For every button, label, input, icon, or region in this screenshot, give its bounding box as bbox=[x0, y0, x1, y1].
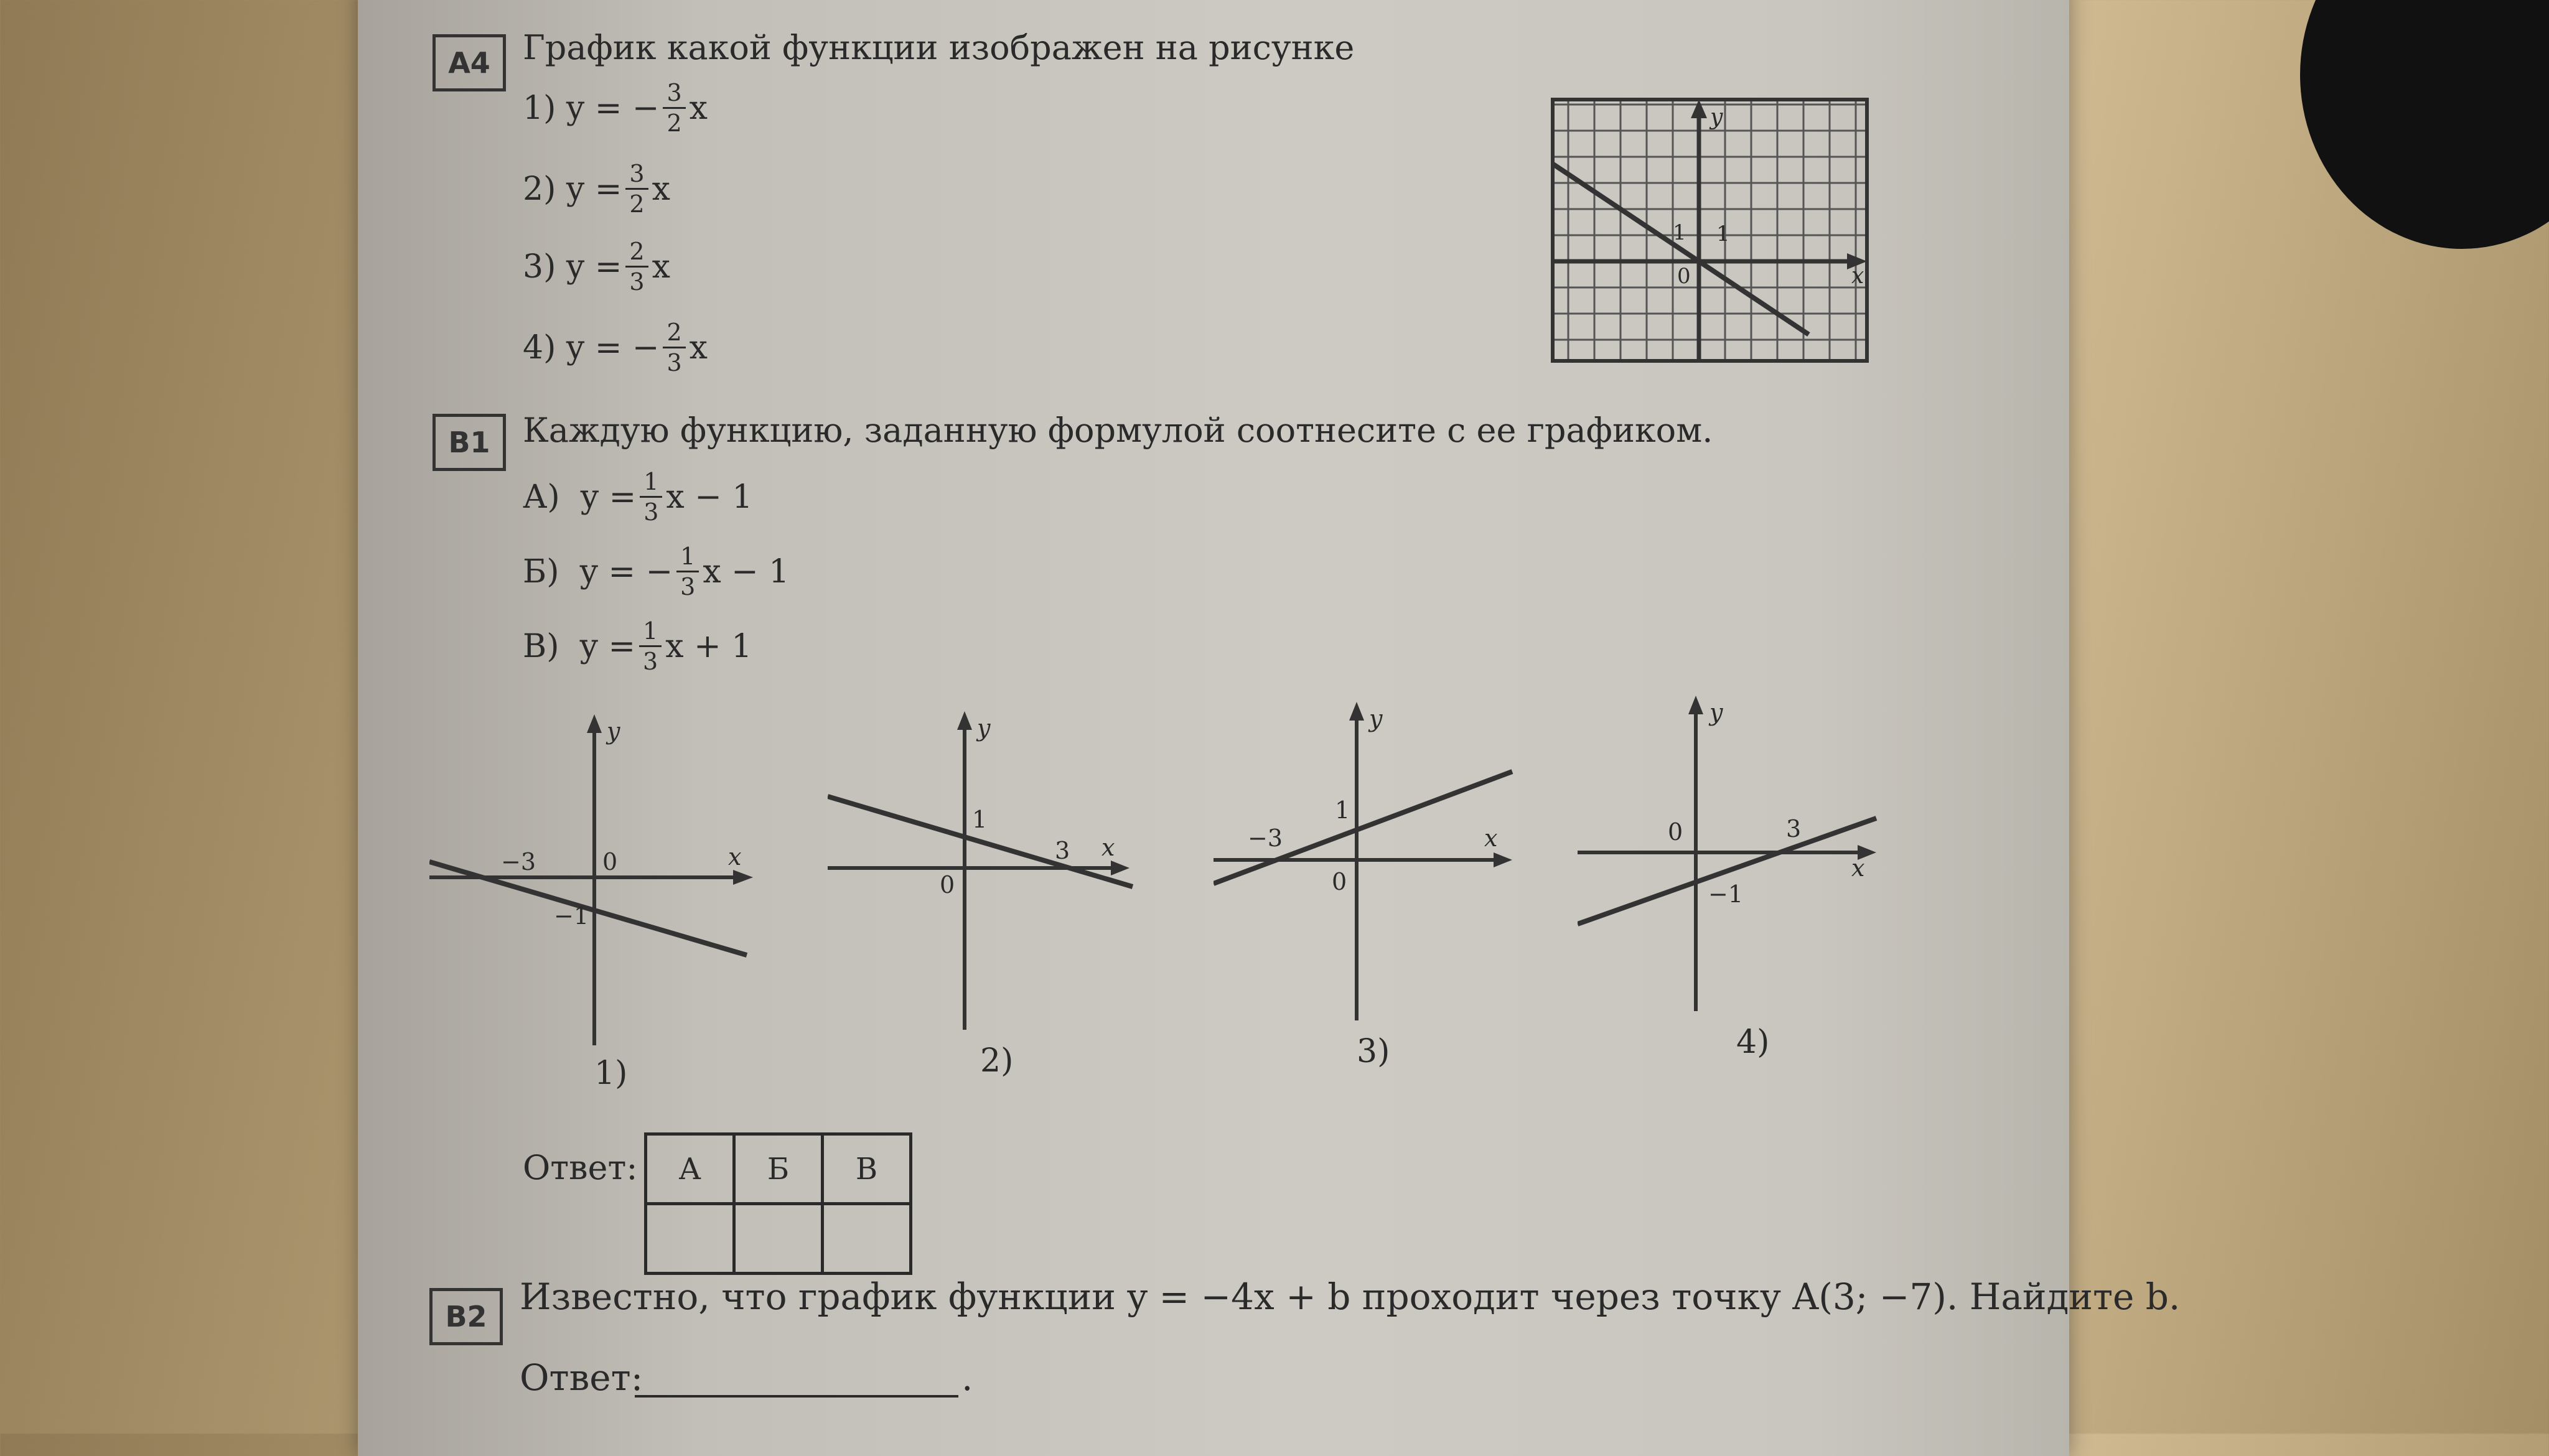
a4-x-label: x bbox=[1851, 263, 1864, 289]
b1-answer-table bbox=[644, 1132, 912, 1275]
svg-text:0: 0 bbox=[1668, 818, 1683, 846]
a4-option-1: 1) y = − $\frac{3}{2}$ x bbox=[523, 79, 708, 137]
b1-graph-2 bbox=[828, 706, 1139, 1036]
answer-cell-b[interactable] bbox=[734, 1204, 823, 1274]
b2-answer-end: . bbox=[961, 1356, 973, 1399]
answer-header-a: А bbox=[646, 1134, 734, 1204]
a4-question: График какой функции изображен на рисунке bbox=[523, 28, 1355, 67]
b2-question: Известно, что график функции y = −4x + b проходит через точку A(3; −7). Найдите b. bbox=[520, 1276, 2181, 1318]
answer-cell-a[interactable] bbox=[646, 1204, 734, 1274]
svg-text:1: 1 bbox=[972, 806, 988, 833]
b1-graph-3 bbox=[1214, 697, 1525, 1033]
svg-text:1: 1 bbox=[1335, 796, 1350, 824]
b1-option-b: Б) y = − $\frac{1}{3}$ x − 1 bbox=[523, 543, 790, 600]
svg-text:x: x bbox=[1101, 834, 1115, 861]
b1-option-a: А) y = $\frac{1}{3}$ x − 1 bbox=[523, 468, 753, 526]
svg-text:−3: −3 bbox=[1248, 824, 1283, 852]
svg-text:y: y bbox=[1709, 699, 1723, 726]
b1-option-v: В) y = $\frac{1}{3}$ x + 1 bbox=[523, 617, 752, 675]
b2-answer-label: Ответ: bbox=[520, 1356, 643, 1399]
a4-tick-x: 1 bbox=[1716, 222, 1730, 246]
b1-question: Каждую функцию, заданную формулой соотнесите с ее графиком. bbox=[523, 411, 1713, 450]
svg-text:x: x bbox=[728, 843, 742, 870]
answer-header-b: Б bbox=[734, 1134, 823, 1204]
svg-text:3: 3 bbox=[1786, 815, 1802, 842]
a4-option-2: 2) y = $\frac{3}{2}$ x bbox=[523, 160, 670, 218]
answer-cell-v[interactable] bbox=[823, 1204, 911, 1274]
svg-text:−1: −1 bbox=[554, 902, 589, 930]
a4-option-3: 3) y = $\frac{2}{3}$ x bbox=[523, 238, 670, 296]
a4-origin-label: 0 bbox=[1677, 264, 1691, 289]
a4-option-4: 4) y = − $\frac{2}{3}$ x bbox=[523, 319, 708, 376]
b1-graph-1-caption: 1) bbox=[594, 1055, 628, 1092]
svg-text:y: y bbox=[977, 714, 991, 742]
task-label-a4: A4 bbox=[433, 34, 506, 91]
a4-grid-graph bbox=[1550, 96, 1873, 370]
a4-tick-y: 1 bbox=[1673, 220, 1686, 245]
svg-text:y: y bbox=[607, 717, 620, 745]
b1-graph-4-caption: 4) bbox=[1736, 1024, 1770, 1061]
b2-answer-field[interactable] bbox=[635, 1395, 958, 1398]
task-label-b1: B1 bbox=[433, 414, 506, 471]
b1-graph-4-line bbox=[1578, 818, 1876, 924]
svg-text:0: 0 bbox=[602, 848, 618, 875]
svg-text:0: 0 bbox=[940, 871, 955, 898]
svg-text:−3: −3 bbox=[501, 848, 536, 875]
b1-graph-4 bbox=[1578, 691, 1883, 1020]
svg-text:3: 3 bbox=[1055, 837, 1070, 864]
svg-text:0: 0 bbox=[1332, 868, 1347, 895]
svg-text:−1: −1 bbox=[1708, 880, 1744, 908]
svg-text:x: x bbox=[1484, 824, 1498, 852]
b1-graph-3-caption: 3) bbox=[1357, 1033, 1390, 1070]
a4-y-label: y bbox=[1710, 105, 1723, 130]
dark-shadow bbox=[2300, 0, 2549, 249]
task-label-b2: B2 bbox=[429, 1288, 503, 1345]
b1-graph-1 bbox=[429, 709, 759, 1058]
b1-answer-label: Ответ: bbox=[523, 1148, 638, 1187]
svg-text:x: x bbox=[1851, 854, 1865, 882]
answer-header-v: В bbox=[823, 1134, 911, 1204]
b1-graph-2-caption: 2) bbox=[980, 1042, 1014, 1080]
worksheet-paper bbox=[358, 0, 2181, 1456]
svg-text:y: y bbox=[1369, 705, 1383, 732]
a4-function-line bbox=[1553, 164, 1809, 334]
